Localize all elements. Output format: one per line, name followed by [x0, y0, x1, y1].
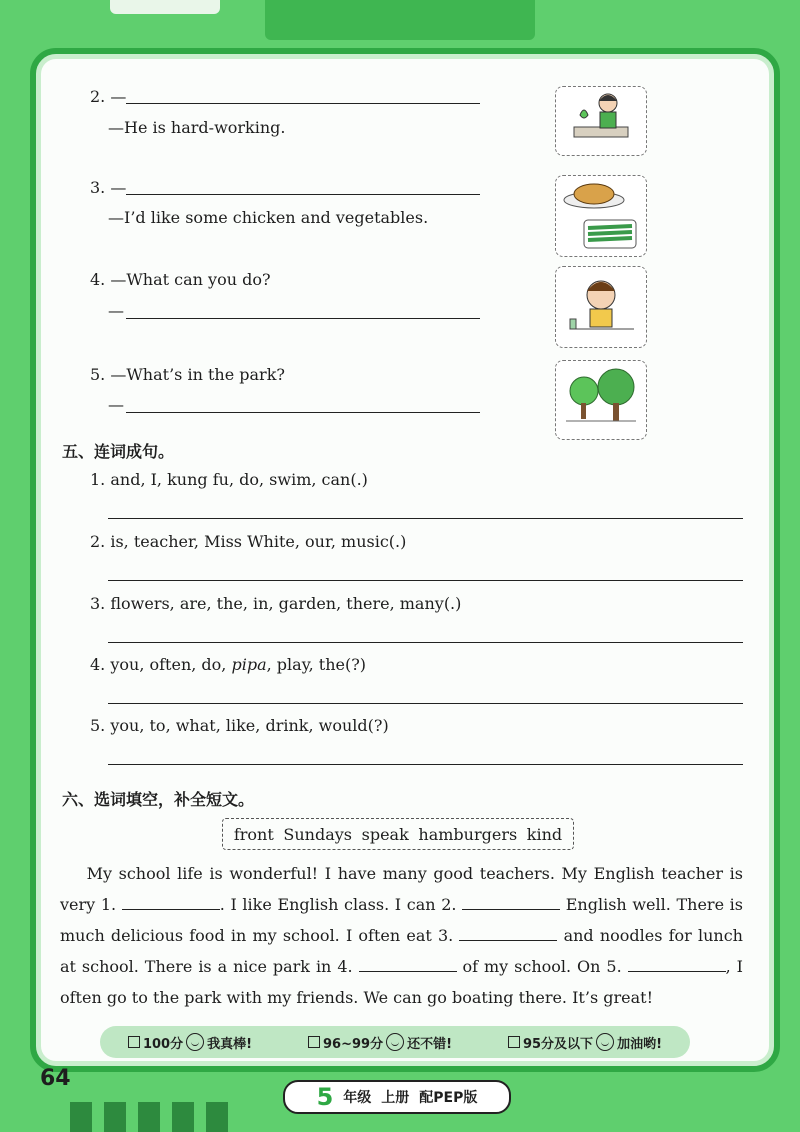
answer-line-3[interactable]: [126, 194, 480, 195]
smile-face-icon: [386, 1033, 404, 1051]
section5-item-2: 2. is, teacher, Miss White, our, music(.): [90, 532, 407, 551]
section5-item-1: 1. and, I, kung fu, do, swim, can(.): [90, 470, 368, 489]
section5-item-5: 5. you, to, what, like, drink, would(?): [90, 716, 389, 735]
section5-item-3: 3. flowers, are, the, in, garden, there, many(.): [90, 594, 462, 613]
girl-drawing-icon: [555, 266, 647, 348]
word-option: front: [233, 824, 274, 844]
question-4-answer-dash: —: [108, 301, 124, 320]
trees-icon: [555, 360, 647, 440]
section5-title: 五、连词成句。: [62, 442, 175, 461]
section5-line-3[interactable]: [108, 642, 743, 643]
question-5-prompt: 5. —What’s in the park?: [90, 365, 285, 384]
checkbox-icon[interactable]: [508, 1036, 520, 1048]
blank-2[interactable]: [462, 893, 560, 910]
checkbox-icon[interactable]: [308, 1036, 320, 1048]
question-4-prompt: 4. —What can you do?: [90, 270, 271, 289]
section6-title: 六、选词填空，补全短文。: [62, 790, 255, 809]
decorative-stripes: [70, 1102, 228, 1132]
answer-line-4[interactable]: [126, 318, 480, 319]
question-2-prompt: 2. —: [90, 87, 127, 106]
word-option: hamburgers: [418, 824, 518, 844]
section5-item-4: 4. you, often, do, pipa, play, the(?): [90, 655, 367, 674]
cheer-face-icon: [596, 1033, 614, 1051]
chicken-vegetables-icon: [555, 175, 647, 257]
blank-4[interactable]: [359, 955, 457, 972]
top-tab: [265, 0, 535, 40]
score-option-95-below: 95分及以下 加油哟!: [508, 1033, 662, 1052]
question-2-answer: —He is hard-working.: [108, 118, 286, 137]
score-option-96-99: 96~99分 还不错!: [308, 1033, 452, 1052]
section5-line-1[interactable]: [108, 518, 743, 519]
word-option: kind: [526, 824, 563, 844]
blank-5[interactable]: [628, 955, 726, 972]
question-5-answer-dash: —: [108, 395, 124, 414]
blank-1[interactable]: [122, 893, 220, 910]
section5-line-4[interactable]: [108, 703, 743, 704]
section5-line-5[interactable]: [108, 764, 743, 765]
cloze-passage: My school life is wonderful! I have many good teachers. My English teacher is very 1. . I like English class. I can 2. English well. There is much delicious food in my school. I often eat 3. and noodles for lunch at school. There is a nice park in 4. of my school. On 5. , I often go to the park with my friends. We can go boating there. It’s great!: [60, 864, 744, 1007]
answer-line-2[interactable]: [126, 103, 480, 104]
blank-3[interactable]: [459, 924, 557, 941]
score-option-100: 100分 我真棒!: [128, 1033, 252, 1052]
boy-painting-icon: [555, 86, 647, 156]
answer-line-5[interactable]: [126, 412, 480, 413]
question-3-answer: —I’d like some chicken and vegetables.: [108, 208, 429, 227]
page-number: 64: [40, 1066, 71, 1091]
word-option: Sundays: [283, 824, 352, 844]
score-bar: [100, 1026, 690, 1058]
word-bank: [222, 818, 574, 850]
checkbox-icon[interactable]: [128, 1036, 140, 1048]
top-label: [110, 0, 220, 14]
smile-face-icon: [186, 1033, 204, 1051]
question-3-prompt: 3. —: [90, 178, 127, 197]
grade-label: 5 年级 上册 配PEP版: [283, 1080, 511, 1114]
section5-line-2[interactable]: [108, 580, 743, 581]
word-option: speak: [361, 824, 409, 844]
